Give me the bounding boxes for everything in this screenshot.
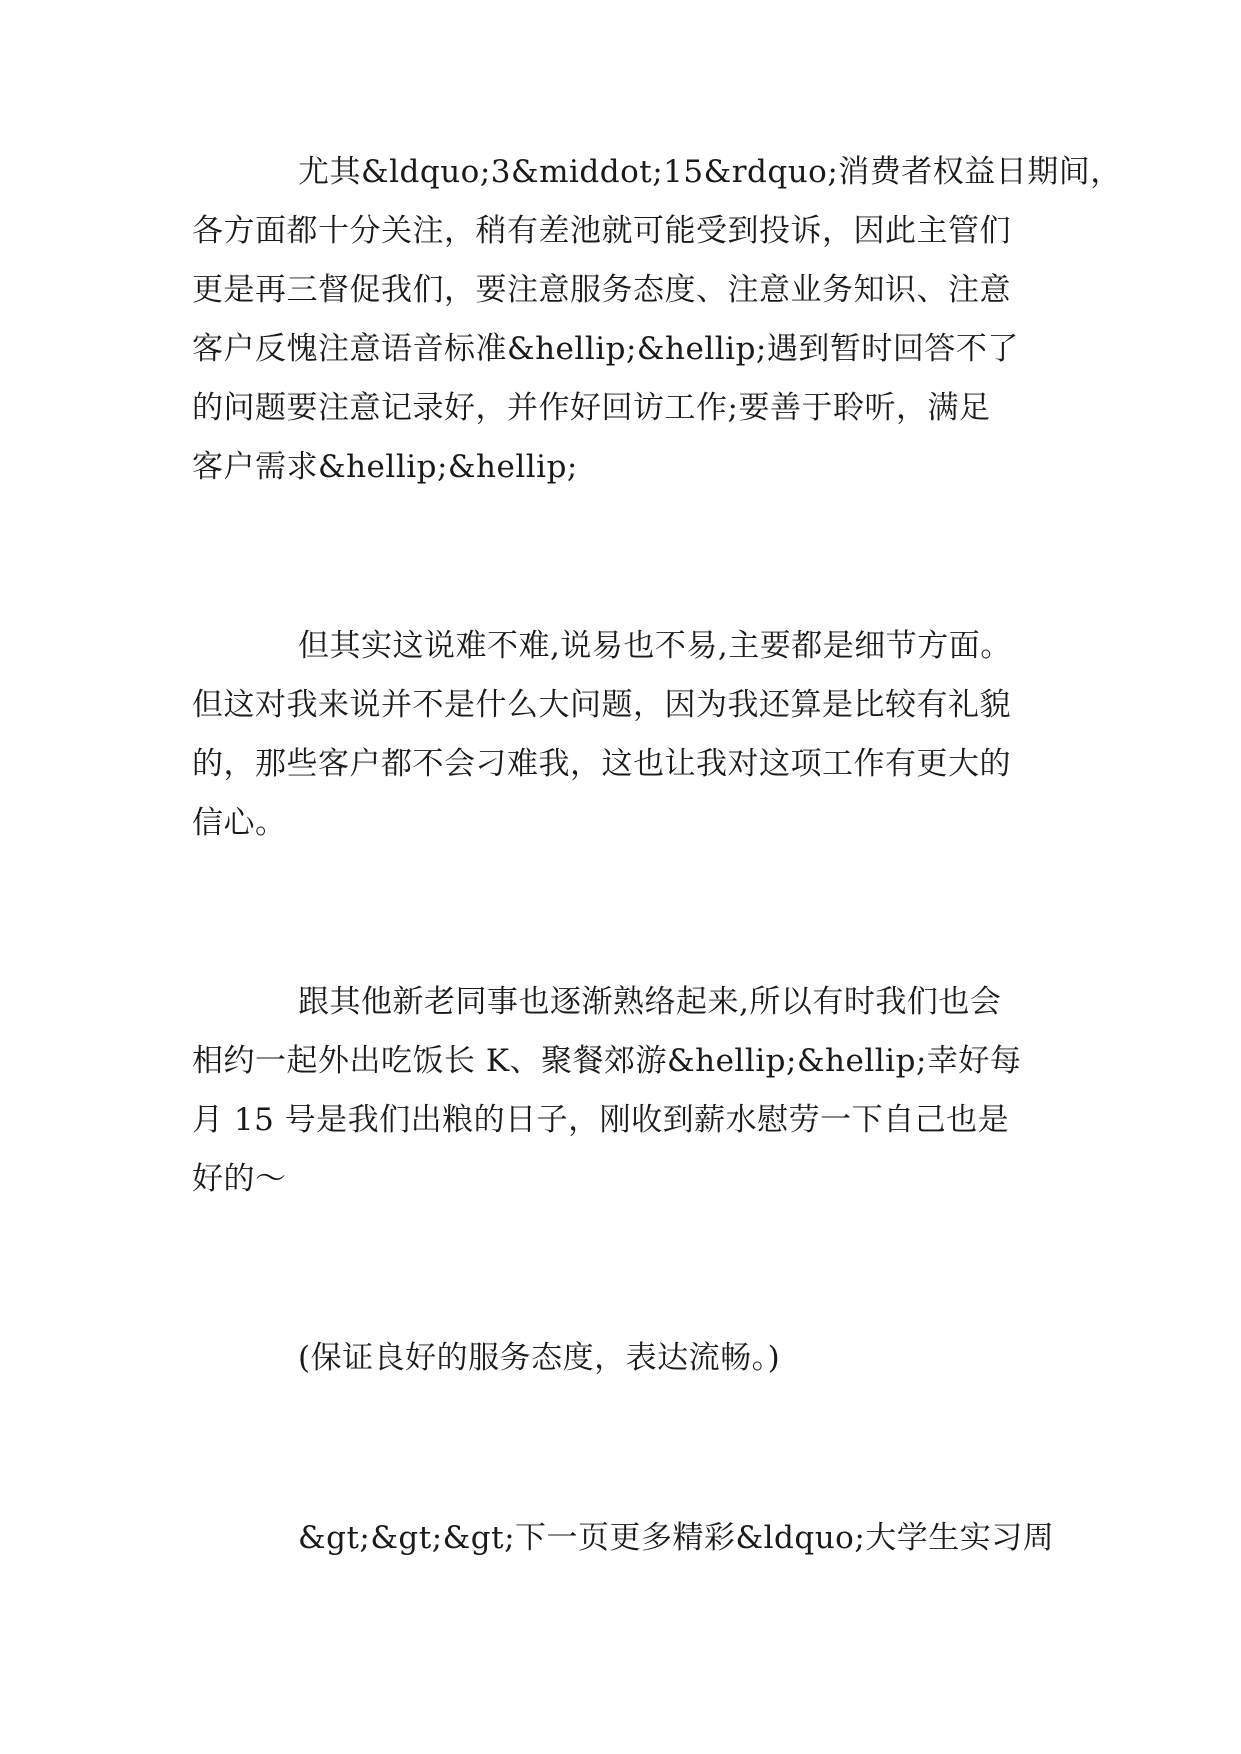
text-line: 尤其&ldquo;3&middot;15&rdquo;消费者权益日期间， <box>298 154 1122 190</box>
text-line: 更是再三督促我们，要注意服务态度、注意业务知识、注意 <box>192 272 1011 308</box>
text-line: 的问题要注意记录好，并作好回访工作;要善于聆听，满足 <box>192 390 991 426</box>
text-line: 客户反愧注意语音标准&hellip;&hellip;遇到暂时回答不了 <box>192 331 1019 367</box>
text-line: 各方面都十分关注，稍有差池就可能受到投诉，因此主管们 <box>192 213 1011 249</box>
text-line: 客户需求&hellip;&hellip; <box>192 449 578 485</box>
text-line: 信心。 <box>192 805 287 841</box>
text-line: 但这对我来说并不是什么大问题，因为我还算是比较有礼貌 <box>192 687 1011 723</box>
text-line: 但其实这说难不难,说易也不易,主要都是细节方面。 <box>298 628 1012 664</box>
text-line: 好的～ <box>192 1161 287 1197</box>
text-line: 的，那些客户都不会刁难我，这也让我对这项工作有更大的 <box>192 746 1011 782</box>
text-line: 跟其他新老同事也逐渐熟络起来,所以有时我们也会 <box>298 984 1002 1020</box>
next-page-teaser: &gt;&gt;&gt;下一页更多精彩&ldquo;大学生实习周 <box>298 1520 1055 1556</box>
text-line: 月 15 号是我们出粮的日子，刚收到薪水慰劳一下自己也是 <box>192 1102 1010 1138</box>
text-line: 相约一起外出吃饭长 K、聚餐郊游&hellip;&hellip;幸好每 <box>192 1043 1022 1079</box>
text-line: (保证良好的服务态度，表达流畅。) <box>298 1340 781 1376</box>
